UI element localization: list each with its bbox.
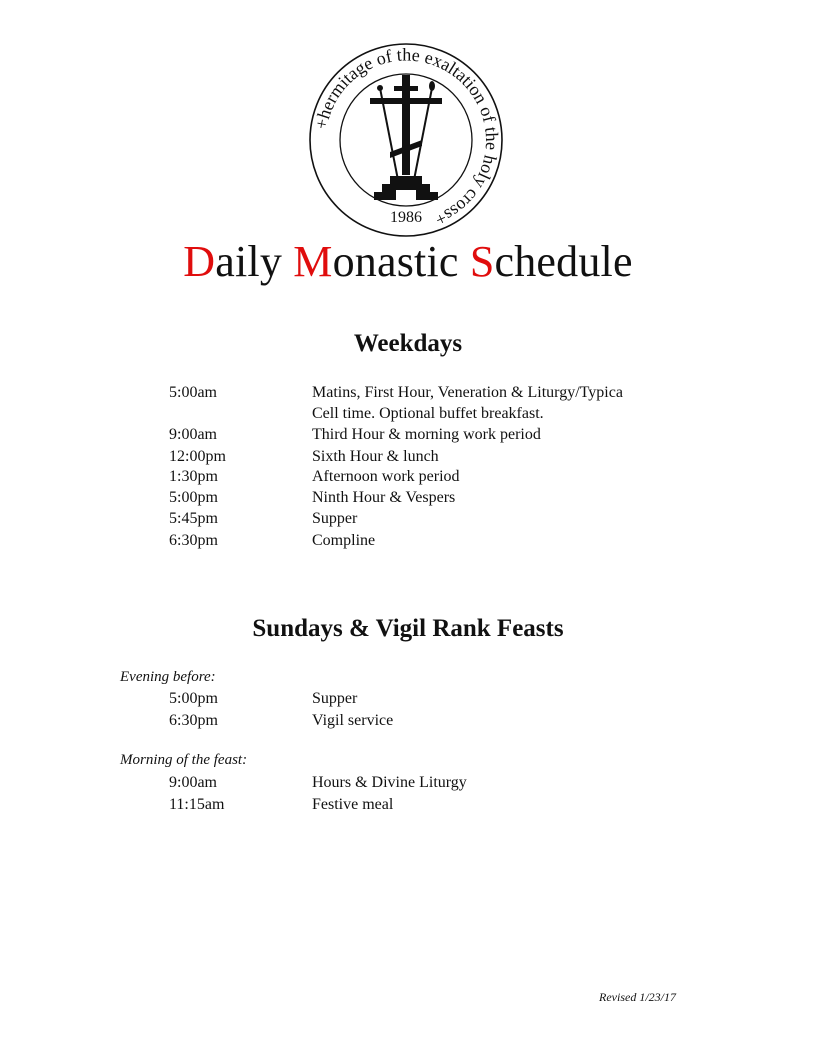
orthodox-cross-icon: [370, 75, 442, 200]
row-activity: Vigil service: [312, 712, 394, 729]
row-time: 11:15am: [169, 796, 225, 813]
seal-ring-text: +hermitage of the exaltation of the holy cross+: [310, 44, 503, 231]
hermitage-seal-logo: [302, 40, 510, 240]
seal-year: 1986: [390, 209, 422, 226]
morning-of-feast-label: Morning of the feast:: [120, 752, 248, 768]
sundays-heading: Sundays & Vigil Rank Feasts: [252, 615, 564, 642]
row-activity: Third Hour & morning work period: [312, 426, 541, 443]
row-activity: Afternoon work period: [312, 468, 460, 485]
page-title: [0, 236, 816, 287]
row-time: 9:00am: [169, 774, 217, 791]
title-part-aily: aily: [215, 237, 294, 286]
row-activity: Festive meal: [312, 796, 394, 813]
row-time: 6:30pm: [169, 712, 218, 729]
row-activity: Ninth Hour & Vespers: [312, 489, 456, 506]
title-cap-s: S: [469, 237, 495, 286]
row-activity: Sixth Hour & lunch: [312, 448, 439, 465]
title-cap-m: M: [293, 237, 333, 286]
title-cap-d: D: [183, 237, 216, 286]
weekdays-heading: Weekdays: [353, 330, 463, 357]
row-time: 1:30pm: [169, 468, 218, 485]
row-activity: Matins, First Hour, Veneration & Liturgy/Typica: [312, 384, 623, 401]
row-activity: Compline: [312, 532, 376, 549]
row-time: 12:00pm: [169, 448, 226, 465]
row-activity: Supper: [312, 690, 358, 707]
row-activity: Supper: [312, 510, 358, 527]
row-time: 5:45pm: [169, 510, 218, 527]
row-time: 5:00pm: [169, 489, 218, 506]
title-part-chedule: chedule: [494, 237, 633, 286]
row-activity: Cell time. Optional buffet breakfast.: [312, 405, 544, 422]
row-time: 9:00am: [169, 426, 217, 443]
title-part-onastic: onastic: [332, 237, 470, 286]
row-activity: Hours & Divine Liturgy: [312, 774, 467, 791]
row-time: 5:00pm: [169, 690, 218, 707]
row-time: 5:00am: [169, 384, 217, 401]
evening-before-label: Evening before:: [120, 669, 216, 685]
revised-date: Revised 1/23/17: [599, 990, 676, 1004]
row-time: 6:30pm: [169, 532, 218, 549]
